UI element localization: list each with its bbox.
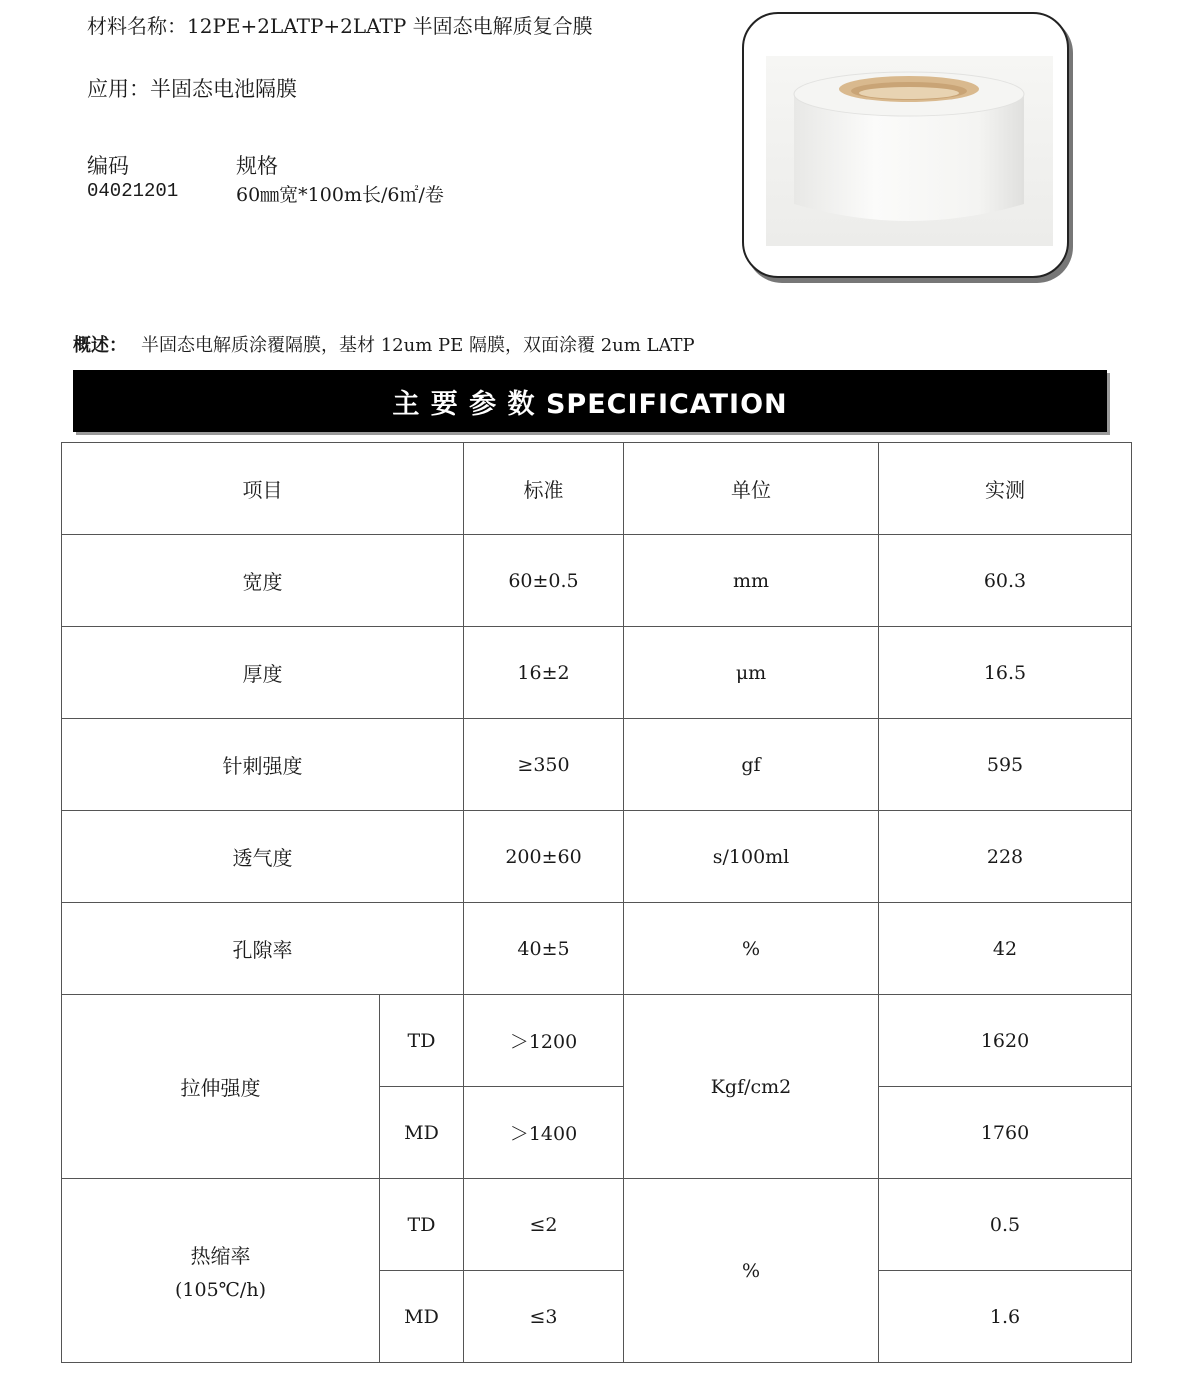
row-unit: mm (624, 535, 879, 627)
shrink-condition: (105℃/h) (175, 1279, 266, 1301)
row-measured: 595 (879, 719, 1132, 811)
table-row (62, 811, 1132, 903)
tensile-md-dir: MD (380, 1087, 464, 1179)
separator-film-roll-icon (766, 56, 1053, 246)
spec-banner: 主 要 参 数 SPECIFICATION (73, 370, 1107, 432)
header-unit: 单位 (624, 443, 879, 535)
row-measured: 16.5 (879, 627, 1132, 719)
tensile-item: 拉伸强度 (62, 995, 380, 1179)
shrink-td-measured: 0.5 (879, 1179, 1132, 1271)
shrink-td-dir: TD (380, 1179, 464, 1271)
row-measured: 42 (879, 903, 1132, 995)
shrink-item-cell (62, 1179, 380, 1363)
row-unit: % (624, 903, 879, 995)
shrink-md-dir: MD (380, 1271, 464, 1363)
shrink-item: 热缩率 (190, 1244, 251, 1268)
summary (73, 331, 695, 357)
header-item: 项目 (62, 443, 464, 535)
material-name: 材料名称：12PE+2LATP+2LATP 半固态电解质复合膜 (87, 14, 593, 38)
table-row-tensile-td (62, 995, 1132, 1087)
header-standard: 标准 (464, 443, 624, 535)
shrink-md-standard: ≤3 (464, 1271, 624, 1363)
spec-value: 60㎜宽*100m长/6㎡/卷 (236, 184, 444, 206)
shrink-unit: % (624, 1179, 879, 1363)
application-line: 应用：半固态电池隔膜 (87, 77, 297, 101)
row-item: 孔隙率 (62, 903, 464, 995)
product-photo (766, 56, 1053, 246)
row-standard: ≥350 (464, 719, 624, 811)
tensile-unit: Kgf/cm2 (624, 995, 879, 1179)
tensile-td-measured: 1620 (879, 995, 1132, 1087)
table-header-row (62, 443, 1132, 535)
row-unit: gf (624, 719, 879, 811)
row-measured: 228 (879, 811, 1132, 903)
table-row (62, 719, 1132, 811)
table-row-shrink-td (62, 1179, 1132, 1271)
row-standard: 200±60 (464, 811, 624, 903)
table-row (62, 535, 1132, 627)
table-row (62, 627, 1132, 719)
tensile-md-standard: ＞1400 (464, 1087, 624, 1179)
product-photo-frame (742, 12, 1069, 278)
row-item: 透气度 (62, 811, 464, 903)
row-item: 宽度 (62, 535, 464, 627)
row-standard: 16±2 (464, 627, 624, 719)
summary-label: 概述： (73, 335, 127, 356)
table-row (62, 903, 1132, 995)
spec-table (61, 442, 1132, 1363)
row-unit: s/100ml (624, 811, 879, 903)
row-standard: 60±0.5 (464, 535, 624, 627)
spec-label: 规格 (236, 154, 278, 178)
tensile-td-standard: ＞1200 (464, 995, 624, 1087)
row-standard: 40±5 (464, 903, 624, 995)
row-item: 针刺强度 (62, 719, 464, 811)
row-item: 厚度 (62, 627, 464, 719)
tensile-md-measured: 1760 (879, 1087, 1132, 1179)
row-measured: 60.3 (879, 535, 1132, 627)
summary-text: 半固态电解质涂覆隔膜，基材 12um PE 隔膜，双面涂覆 2um LATP (141, 335, 695, 356)
code-value: 04021201 (87, 180, 179, 202)
shrink-md-measured: 1.6 (879, 1271, 1132, 1363)
code-label: 编码 (87, 154, 129, 178)
header-measured: 实测 (879, 443, 1132, 535)
shrink-td-standard: ≤2 (464, 1179, 624, 1271)
row-unit: μm (624, 627, 879, 719)
tensile-td-dir: TD (380, 995, 464, 1087)
